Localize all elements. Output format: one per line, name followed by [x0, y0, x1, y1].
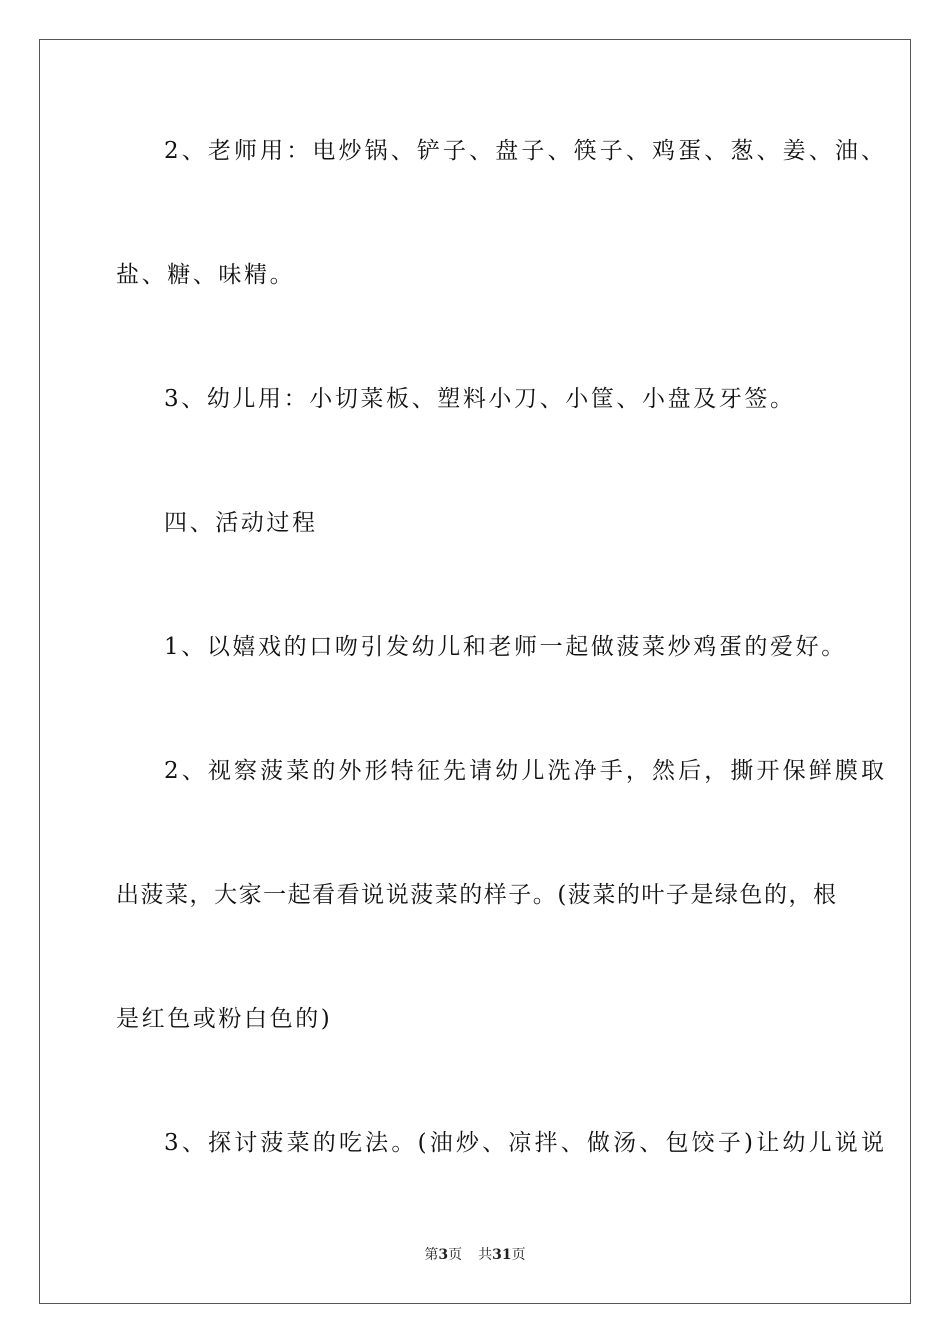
page-label-prefix: 第 — [424, 1247, 439, 1263]
total-label-prefix: 共 — [478, 1247, 493, 1263]
paragraph-line: 出菠菜，大家一起看看说说菠菜的样子。(菠菜的叶子是绿色的，根 — [116, 882, 836, 908]
page-footer — [0, 1246, 950, 1264]
paragraph-line: 1、以嬉戏的口吻引发幼儿和老师一起做菠菜炒鸡蛋的爱好。 — [164, 634, 847, 660]
paragraph-line: 3、幼儿用：小切菜板、塑料小刀、小筐、小盘及牙签。 — [164, 386, 796, 412]
section-heading: 四、活动过程 — [164, 510, 318, 536]
paragraph-line: 2、老师用：电炒锅、铲子、盘子、筷子、鸡蛋、葱、姜、油、 — [164, 138, 884, 164]
paragraph-line: 3、探讨菠菜的吃法。(油炒、凉拌、做汤、包饺子)让幼儿说说 — [164, 1130, 884, 1156]
current-page-number: 3 — [438, 1247, 449, 1263]
paragraph-line: 2、视察菠菜的外形特征先请幼儿洗净手，然后，撕开保鲜膜取 — [164, 758, 884, 784]
paragraph-line: 是红色或粉白色的) — [116, 1006, 333, 1032]
page-border — [39, 39, 911, 1304]
total-label-suffix: 页 — [511, 1247, 526, 1263]
total-page-number: 31 — [492, 1247, 512, 1263]
paragraph-line: 盐、糖、味精。 — [116, 262, 296, 288]
page-label-suffix: 页 — [448, 1247, 463, 1263]
